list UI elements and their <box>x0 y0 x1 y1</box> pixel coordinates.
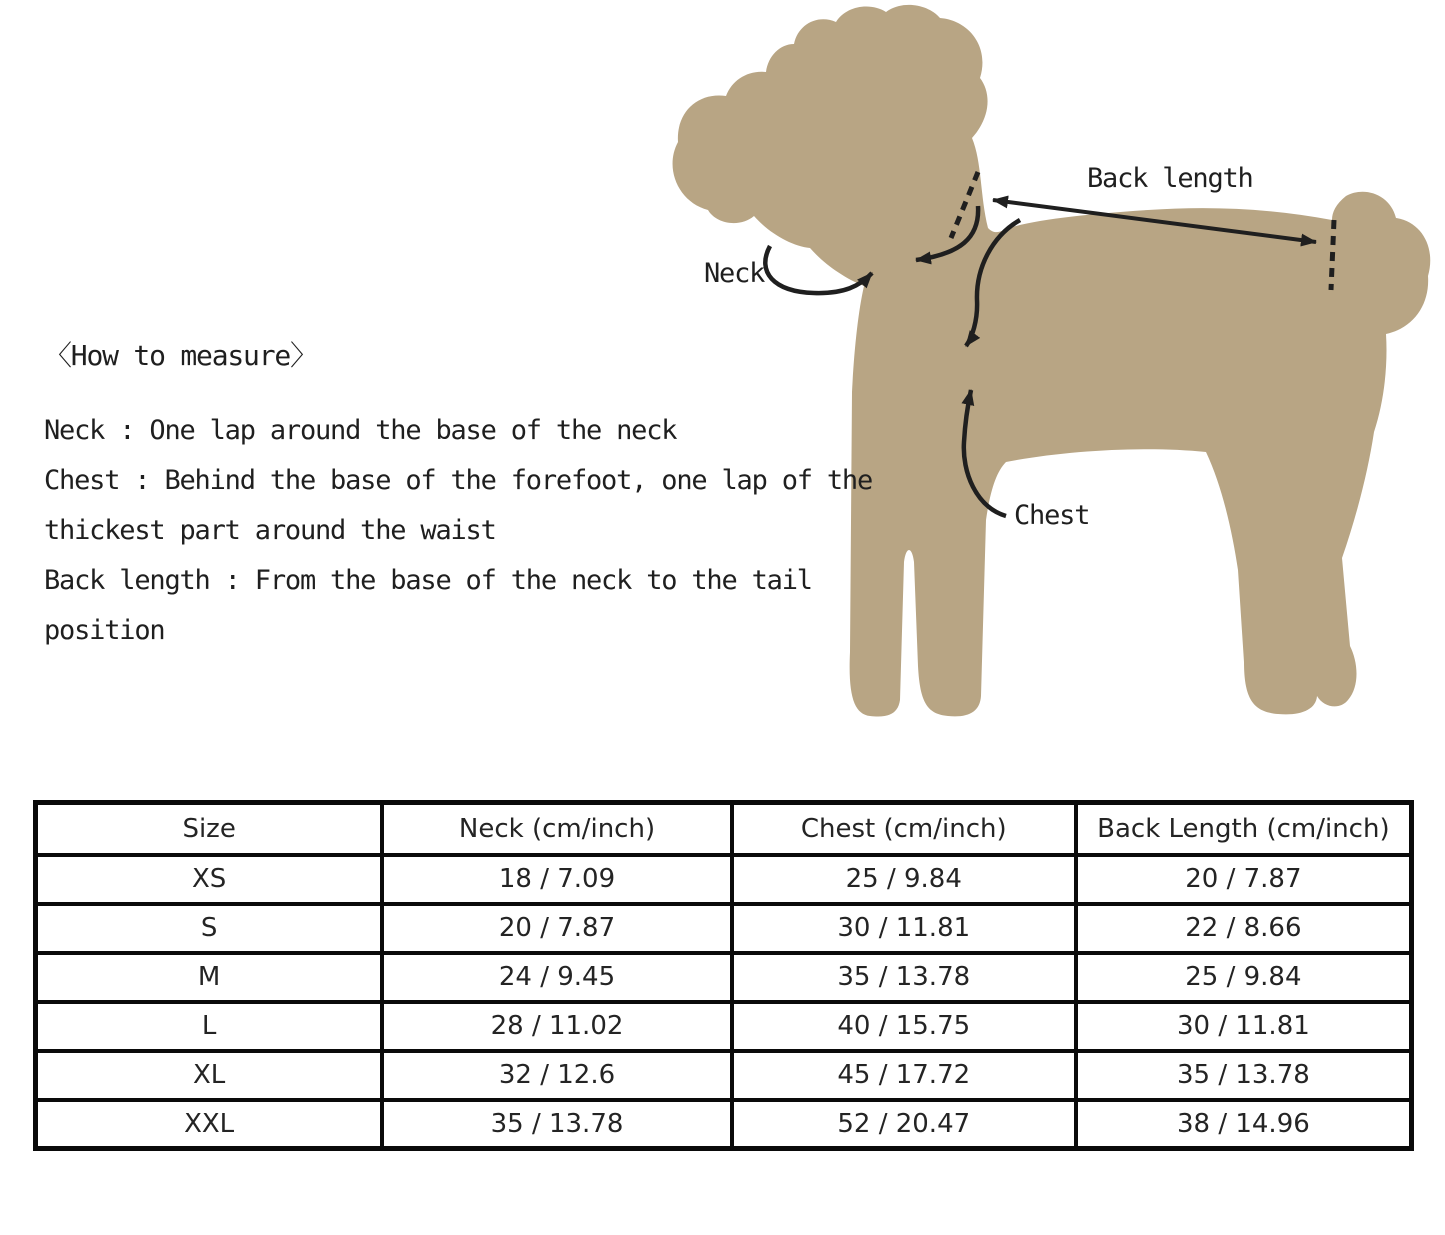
chest-cell: 45 / 17.72 <box>732 1051 1076 1100</box>
back-length-cell: 38 / 14.96 <box>1076 1100 1412 1149</box>
table-row <box>36 1002 1412 1051</box>
back-length-label: Back length <box>1087 163 1253 194</box>
neck-cell: 28 / 11.02 <box>382 1002 732 1051</box>
size-cell: XL <box>36 1051 383 1100</box>
neck-cell: 24 / 9.45 <box>382 953 732 1002</box>
chest-cell: 52 / 20.47 <box>732 1100 1076 1149</box>
column-header-back-length: Back Length (cm/inch) <box>1076 803 1412 855</box>
back-length-cell: 30 / 11.81 <box>1076 1002 1412 1051</box>
neck-cell: 35 / 13.78 <box>382 1100 732 1149</box>
chest-cell: 35 / 13.78 <box>732 953 1076 1002</box>
table-row <box>36 855 1412 904</box>
instruction-neck: Neck : One lap around the base of the neck <box>44 415 677 446</box>
chest-label: Chest <box>1014 500 1090 531</box>
measure-instructions <box>44 406 872 656</box>
back-length-cell: 20 / 7.87 <box>1076 855 1412 904</box>
neck-label: Neck <box>704 258 765 289</box>
size-cell: XS <box>36 855 383 904</box>
instruction-back-length: Back length : From the base of the neck to the tail <box>44 565 812 596</box>
back-length-cell: 25 / 9.84 <box>1076 953 1412 1002</box>
column-header-chest: Chest (cm/inch) <box>732 803 1076 855</box>
chest-cell: 30 / 11.81 <box>732 904 1076 953</box>
table-row <box>36 1100 1412 1149</box>
back-length-cell: 35 / 13.78 <box>1076 1051 1412 1100</box>
size-cell: XXL <box>36 1100 383 1149</box>
back-length-cell: 22 / 8.66 <box>1076 904 1412 953</box>
size-chart-table <box>33 800 1414 1151</box>
neck-cell: 32 / 12.6 <box>382 1051 732 1100</box>
size-cell: L <box>36 1002 383 1051</box>
neck-cell: 18 / 7.09 <box>382 855 732 904</box>
instruction-chest: Chest : Behind the base of the forefoot, one lap of the <box>44 465 873 496</box>
column-header-neck: Neck (cm/inch) <box>382 803 732 855</box>
chest-cell: 25 / 9.84 <box>732 855 1076 904</box>
table-header-row <box>36 803 1412 855</box>
column-header-size: Size <box>36 803 383 855</box>
instruction-back-length-cont: position <box>44 615 165 646</box>
size-cell: M <box>36 953 383 1002</box>
table-row <box>36 953 1412 1002</box>
neck-cell: 20 / 7.87 <box>382 904 732 953</box>
how-to-measure-heading: 〈How to measure〉 <box>44 339 317 372</box>
instruction-chest-cont: thickest part around the waist <box>44 515 496 546</box>
table-row <box>36 904 1412 953</box>
size-cell: S <box>36 904 383 953</box>
chest-cell: 40 / 15.75 <box>732 1002 1076 1051</box>
table-row <box>36 1051 1412 1100</box>
